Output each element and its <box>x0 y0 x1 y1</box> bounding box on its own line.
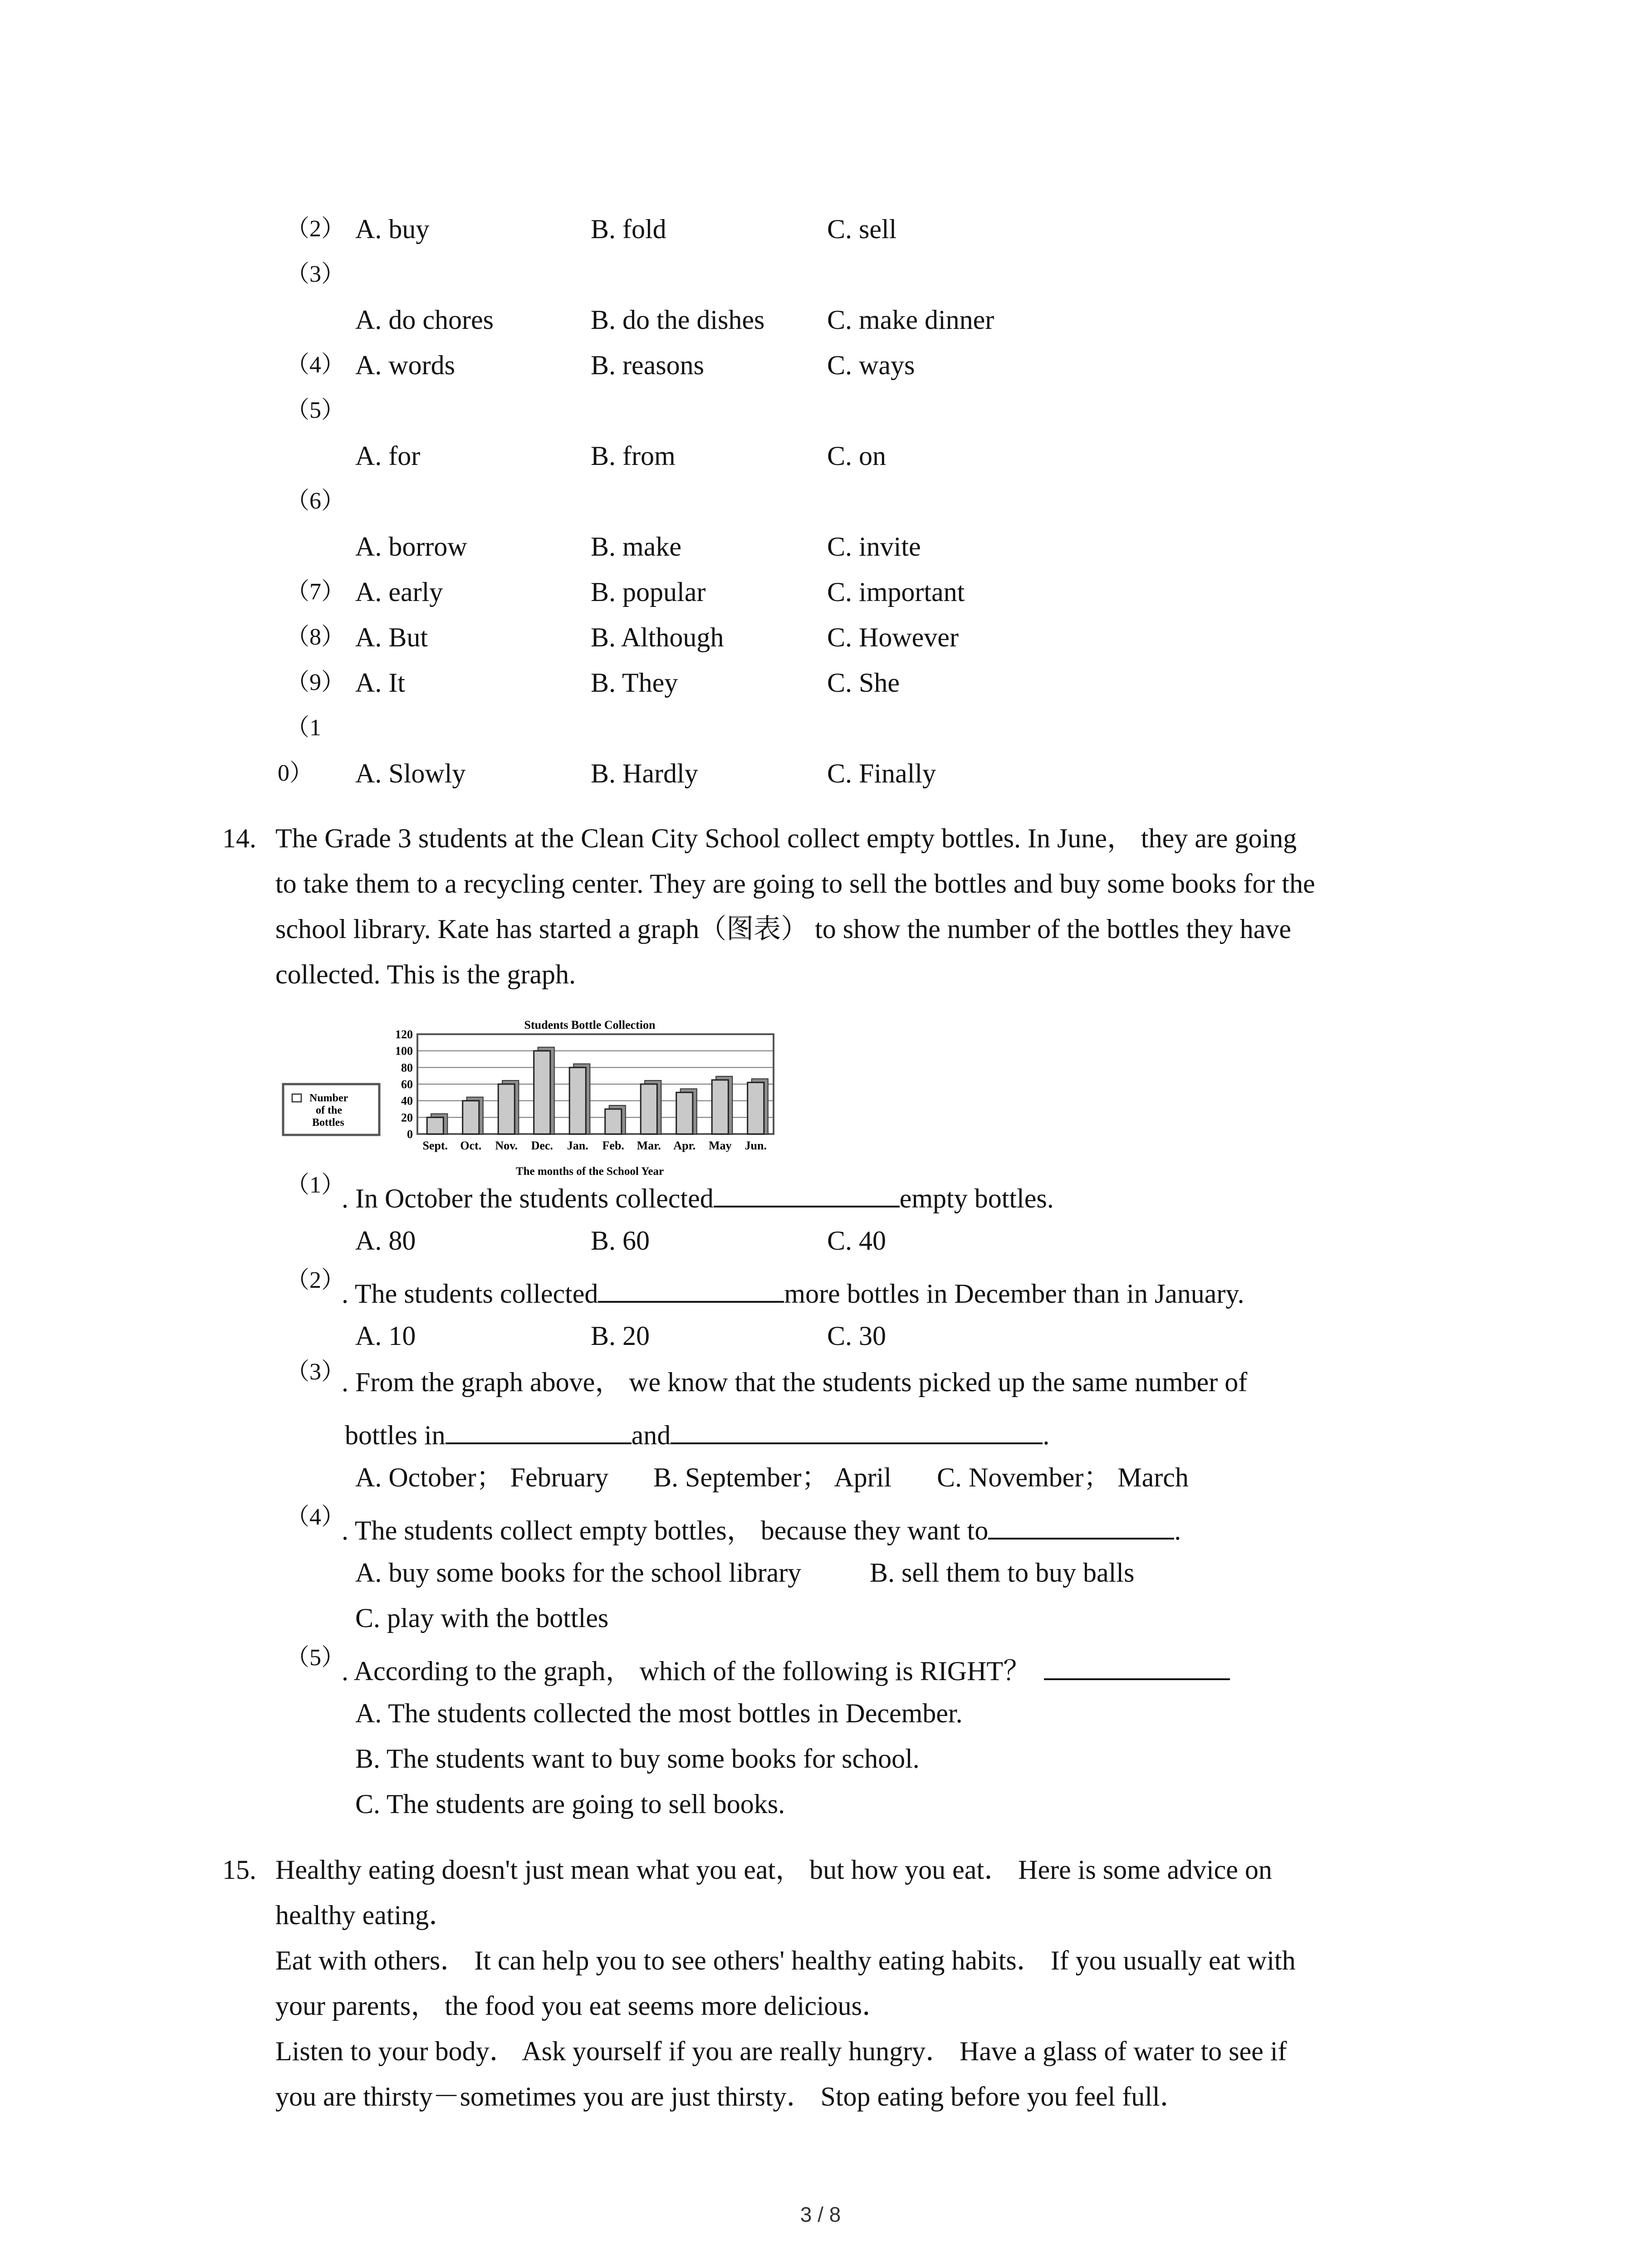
subquestion-number: （5） <box>286 1645 345 1671</box>
x-tick-label: Jun. <box>745 1139 767 1152</box>
subquestion-stem <box>342 1275 1244 1310</box>
stem-text: . <box>1043 1420 1050 1450</box>
option-number: （4） <box>286 352 345 378</box>
option-number: （3） <box>286 261 345 287</box>
option-number: 0） <box>278 760 314 786</box>
y-tick-label: 60 <box>401 1078 413 1091</box>
answer-blank[interactable] <box>1044 1652 1230 1680</box>
option-b: B. do the dishes <box>591 305 765 335</box>
y-tick-label: 80 <box>401 1061 413 1075</box>
option-a: A. October； February <box>355 1462 609 1492</box>
stem-text: bottles in <box>345 1420 446 1450</box>
y-tick-label: 20 <box>401 1111 413 1124</box>
stem-text: . In October the students collected <box>342 1183 714 1213</box>
option-b: B. reasons <box>591 350 704 380</box>
option-number: （6） <box>286 488 345 514</box>
option-c: C. play with the bottles <box>355 1603 609 1633</box>
option-b: B. popular <box>591 577 706 607</box>
stem-text: . According to the graph， which of the following is RIGHT？ <box>342 1656 1031 1686</box>
option-a: A. buy some books for the school library <box>355 1558 802 1588</box>
y-tick-label: 100 <box>395 1044 413 1058</box>
question-number: 14. <box>222 823 256 853</box>
passage-line: you are thirsty－sometimes you are just thirsty． Stop eating before you feel full． <box>275 2082 1187 2112</box>
option-a: A. early <box>355 577 443 607</box>
option-a: A. 80 <box>355 1226 416 1256</box>
answer-blank[interactable] <box>446 1416 632 1444</box>
option-b: B. Hardly <box>591 758 698 788</box>
option-b: B. 20 <box>591 1321 650 1351</box>
option-c: C. 30 <box>827 1321 887 1351</box>
subquestion-stem <box>342 1652 1230 1687</box>
option-c: C. on <box>827 441 887 471</box>
bar <box>463 1101 479 1134</box>
y-tick-label: 40 <box>401 1094 413 1108</box>
option-b: B. 60 <box>591 1226 650 1256</box>
bar <box>748 1082 764 1134</box>
option-a: A. do chores <box>355 305 494 335</box>
chart-title: Students Bottle Collection <box>524 1018 656 1031</box>
bar <box>427 1117 443 1134</box>
bar <box>498 1084 514 1134</box>
passage-line: healthy eating． <box>275 1900 456 1930</box>
bar <box>605 1109 622 1134</box>
legend-swatch <box>292 1094 301 1102</box>
passage-line: school library. Kate has started a graph（图表） to show the number of the bottles they have <box>275 914 1291 944</box>
option-b: B. They <box>591 668 678 698</box>
option-number: （2） <box>286 216 345 242</box>
option-number: （5） <box>286 397 345 423</box>
legend-label: Number <box>309 1092 348 1104</box>
x-tick-label: Oct. <box>460 1139 482 1152</box>
bar <box>676 1092 693 1134</box>
option-c: C. sell <box>827 214 897 244</box>
bar <box>641 1084 657 1134</box>
page-number: 3 / 8 <box>800 2203 841 2226</box>
subquestion-stem <box>342 1179 1054 1214</box>
option-b: B. The students want to buy some books for school. <box>355 1744 920 1774</box>
chart-x-label: The months of the School Year <box>515 1165 664 1178</box>
stem-text: . <box>1174 1515 1181 1545</box>
option-c: C. important <box>827 577 965 607</box>
subquestion-number: （2） <box>286 1267 345 1293</box>
option-number: （8） <box>286 624 345 650</box>
answer-blank[interactable] <box>671 1416 1043 1444</box>
x-tick-label: Feb. <box>602 1139 624 1152</box>
x-tick-label: Nov. <box>495 1139 518 1152</box>
option-c: C. invite <box>827 532 921 562</box>
option-a: A. But <box>355 622 428 652</box>
option-a: A. words <box>355 350 455 380</box>
x-tick-label: Jan. <box>567 1139 588 1152</box>
answer-blank[interactable] <box>598 1275 784 1303</box>
subquestion-stem <box>342 1511 1181 1546</box>
option-a: A. 10 <box>355 1321 416 1351</box>
option-b: B. sell them to buy balls <box>870 1558 1135 1588</box>
answer-blank[interactable] <box>988 1511 1174 1540</box>
option-c: C. The students are going to sell books. <box>355 1789 785 1819</box>
chart-bars <box>427 1047 768 1134</box>
stem-text: empty bottles. <box>899 1183 1054 1213</box>
option-c: C. However <box>827 622 959 652</box>
x-tick-label: Apr. <box>673 1139 696 1152</box>
option-number: （7） <box>286 579 345 605</box>
passage-line: Healthy eating doesn't just mean what you eat， but how you eat． Here is some advice on <box>275 1855 1272 1885</box>
passage-line: Eat with others． It can help you to see others' healthy eating habits． If you usually eat with <box>275 1945 1296 1975</box>
option-a: A. for <box>355 441 421 471</box>
option-number: （9） <box>286 670 345 695</box>
stem-text: . The students collected <box>342 1279 598 1309</box>
bar <box>534 1051 550 1134</box>
option-a: A. buy <box>355 214 430 244</box>
passage-line: to take them to a recycling center. They are going to sell the bottles and buy some books for the <box>275 869 1315 899</box>
option-a: A. Slowly <box>355 758 466 788</box>
bottle-chart <box>281 1016 780 1179</box>
y-tick-label: 120 <box>395 1028 413 1041</box>
x-tick-label: Mar. <box>637 1139 661 1152</box>
option-b: B. from <box>591 441 676 471</box>
bar <box>712 1080 728 1134</box>
option-b: B. Although <box>591 622 724 652</box>
chart-x-ticks <box>422 1139 767 1152</box>
passage-line: Listen to your body． Ask yourself if you are really hungry． Have a glass of water to see if <box>275 2036 1287 2066</box>
subquestion-stem-line2 <box>345 1416 1049 1451</box>
option-number: （1 <box>286 715 322 741</box>
subquestion-number: （4） <box>286 1504 345 1530</box>
option-c: C. Finally <box>827 758 936 788</box>
x-tick-label: Dec. <box>531 1139 553 1152</box>
option-a: A. The students collected the most bottles in December. <box>355 1698 963 1728</box>
question-number: 15. <box>222 1855 256 1885</box>
x-tick-label: May <box>708 1139 732 1152</box>
subquestion-stem: . From the graph above， we know that the students picked up the same number of <box>342 1367 1248 1397</box>
legend-label: of the <box>316 1105 342 1116</box>
chart-y-ticks <box>395 1028 413 1141</box>
option-c: C. ways <box>827 350 915 380</box>
option-a: A. borrow <box>355 532 467 562</box>
bar <box>569 1067 586 1134</box>
stem-text: and <box>631 1420 671 1450</box>
option-c: C. 40 <box>827 1226 887 1256</box>
option-a: A. It <box>355 668 405 698</box>
subquestion-number: （1） <box>286 1172 345 1198</box>
option-b: B. fold <box>591 214 666 244</box>
option-c: C. She <box>827 668 900 698</box>
subquestion-number: （3） <box>286 1359 345 1385</box>
stem-text: . The students collect empty bottles， because they want to <box>342 1515 989 1545</box>
chart-legend <box>283 1084 379 1135</box>
option-b: B. make <box>591 532 681 562</box>
legend-label: Bottles <box>312 1117 344 1129</box>
passage-line: collected. This is the graph. <box>275 959 576 989</box>
option-c: C. November； March <box>937 1462 1189 1492</box>
y-tick-label: 0 <box>407 1128 413 1141</box>
option-c: C. make dinner <box>827 305 994 335</box>
passage-line: your parents， the food you eat seems more delicious． <box>275 1991 889 2021</box>
passage-line: The Grade 3 students at the Clean City School collect empty bottles. In June， they are going <box>275 823 1297 853</box>
stem-text: more bottles in December than in January. <box>784 1279 1244 1309</box>
x-tick-label: Sept. <box>422 1139 448 1152</box>
answer-blank[interactable] <box>714 1179 900 1207</box>
option-b: B. September； April <box>653 1462 892 1492</box>
